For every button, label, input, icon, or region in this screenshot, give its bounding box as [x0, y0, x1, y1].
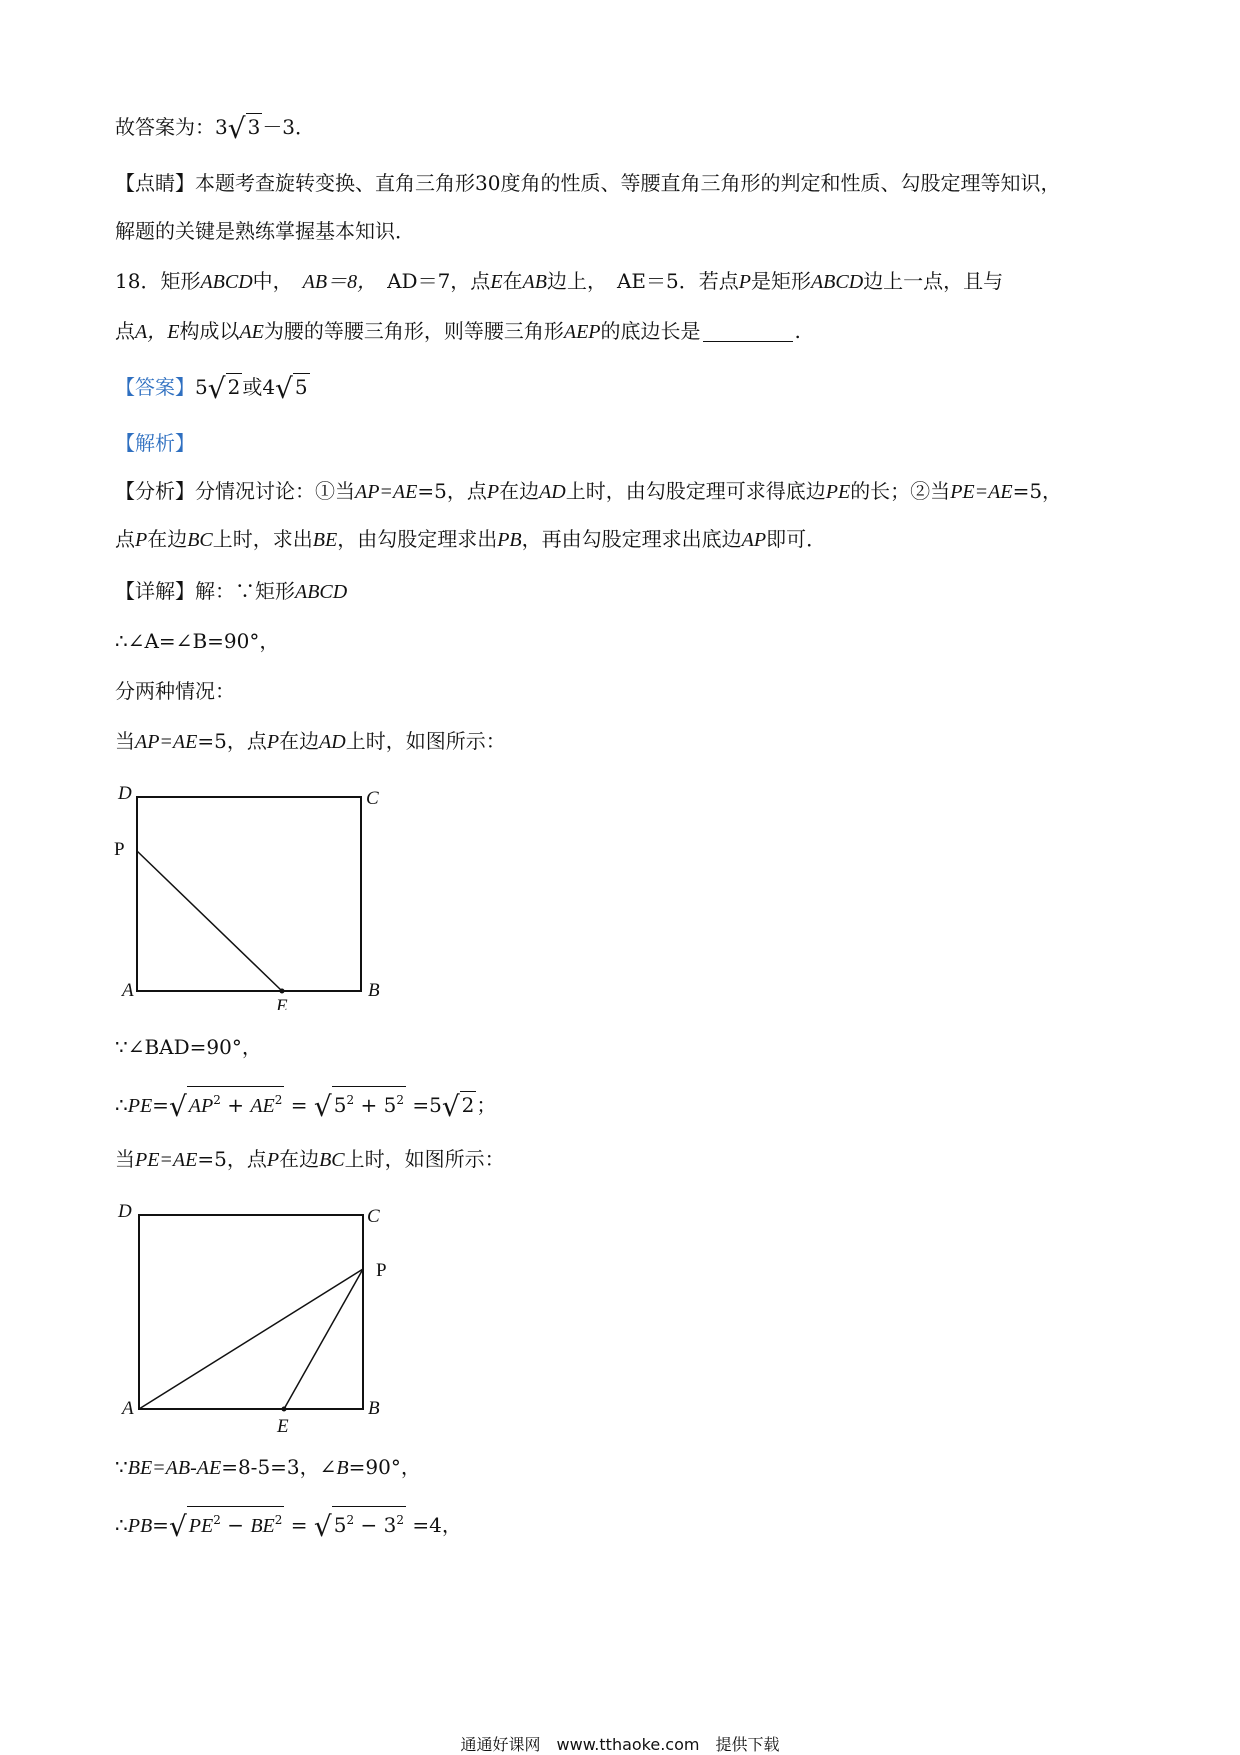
label-d: D: [118, 783, 132, 804]
label-a: A: [122, 980, 134, 1001]
answer-blank: [703, 341, 793, 342]
analysis-line-1: 【分析】分情况讨论：①当AP=AE=5，点P在边AD上时，由勾股定理可求得底边PE的长；②当PE=AE=5，: [115, 479, 1063, 503]
footer: 通通好课网 www.tthaoke.com 提供下载: [460, 1735, 780, 1754]
label-a: A: [122, 1398, 134, 1419]
summary-line-2: 解题的关键是熟练掌握基本知识．: [115, 219, 415, 243]
sqrt: √ $PE^2 - BE^2$: [169, 1506, 284, 1542]
label-d: D: [118, 1201, 132, 1222]
label-b: B: [368, 1398, 380, 1419]
sqrt: √ $5^2 + 5^2$: [314, 1086, 406, 1122]
segment-pe: [284, 1269, 363, 1409]
segment-pe: [137, 851, 282, 991]
angle-line: ∴∠A=∠B=90°，: [115, 629, 280, 653]
label-c: C: [367, 1206, 380, 1227]
point-e: [282, 1407, 287, 1412]
case-2-line: 当PE=AE=5，点P在边BC上时，如图所示：: [115, 1147, 505, 1171]
line-answer-prev: 故答案为：3√ 3 －3．: [115, 112, 316, 145]
point-e: [280, 989, 285, 994]
sqrt: √ $5^2 - 3^2$: [314, 1506, 406, 1542]
label-e: E: [277, 1416, 289, 1437]
figure-1: [110, 780, 390, 1015]
label-p: P: [376, 1260, 387, 1281]
rectangle-abcd: [137, 797, 361, 991]
figure-1-svg: [110, 780, 390, 1010]
label-e: E: [276, 996, 288, 1010]
detail-line: 【详解】解：∵矩形ABCD: [115, 579, 348, 603]
figure-2: [110, 1198, 400, 1443]
question-18-line-2: 点A，E构成以AE为腰的等腰三角形，则等腰三角形AEP的底边长是 .: [115, 319, 801, 343]
rectangle-abcd: [139, 1215, 363, 1409]
case-1-line: 当AP=AE=5，点P在边AD上时，如图所示：: [115, 729, 506, 753]
pb-formula-line: ∴PB=√ $PE^2 - BE^2$ = √ $5^2 - 3^2 =4$，: [115, 1506, 462, 1542]
label-p: P: [114, 839, 125, 860]
sqrt: √ 3: [227, 112, 261, 145]
be-line: ∵BE=AB-AE=8-5=3，∠B=90°，: [115, 1455, 421, 1479]
figure-2-svg: [110, 1198, 400, 1438]
pe-formula-line: ∴PE=√ $AP^2 + AE^2$ = √ $5^2 + 5^2 =5√$ 2 ；: [115, 1086, 496, 1122]
segment-ap: [139, 1269, 363, 1409]
summary-line-1: 【点睛】本题考查旋转变换、直角三角形30度角的性质、等腰直角三角形的判定和性质、勾股定理等知识，: [115, 171, 1061, 195]
sqrt: √ $AP^2 + AE^2$: [169, 1086, 284, 1122]
label-c: C: [366, 788, 379, 809]
sqrt: √ 2: [441, 1090, 475, 1123]
sqrt: √ 2: [207, 372, 241, 405]
answer-line: 【答案】5√ 2 或4√ 5: [115, 372, 308, 405]
analysis-label: 【解析】: [115, 431, 195, 455]
two-cases-line: 分两种情况：: [115, 679, 235, 703]
sqrt: √ 5: [275, 372, 308, 405]
label-b: B: [368, 980, 380, 1001]
bad-angle-line: ∵∠BAD=90°，: [115, 1035, 262, 1059]
question-18-line-1: 18．矩形ABCD中， AB＝8， AD＝7，点E在AB边上， AE＝5．若点P是矩形ABCD边上一点，且与: [115, 269, 1004, 293]
analysis-line-2: 点P在边BC上时，求出BE，由勾股定理求出PB，再由勾股定理求出底边AP即可．: [115, 527, 827, 551]
